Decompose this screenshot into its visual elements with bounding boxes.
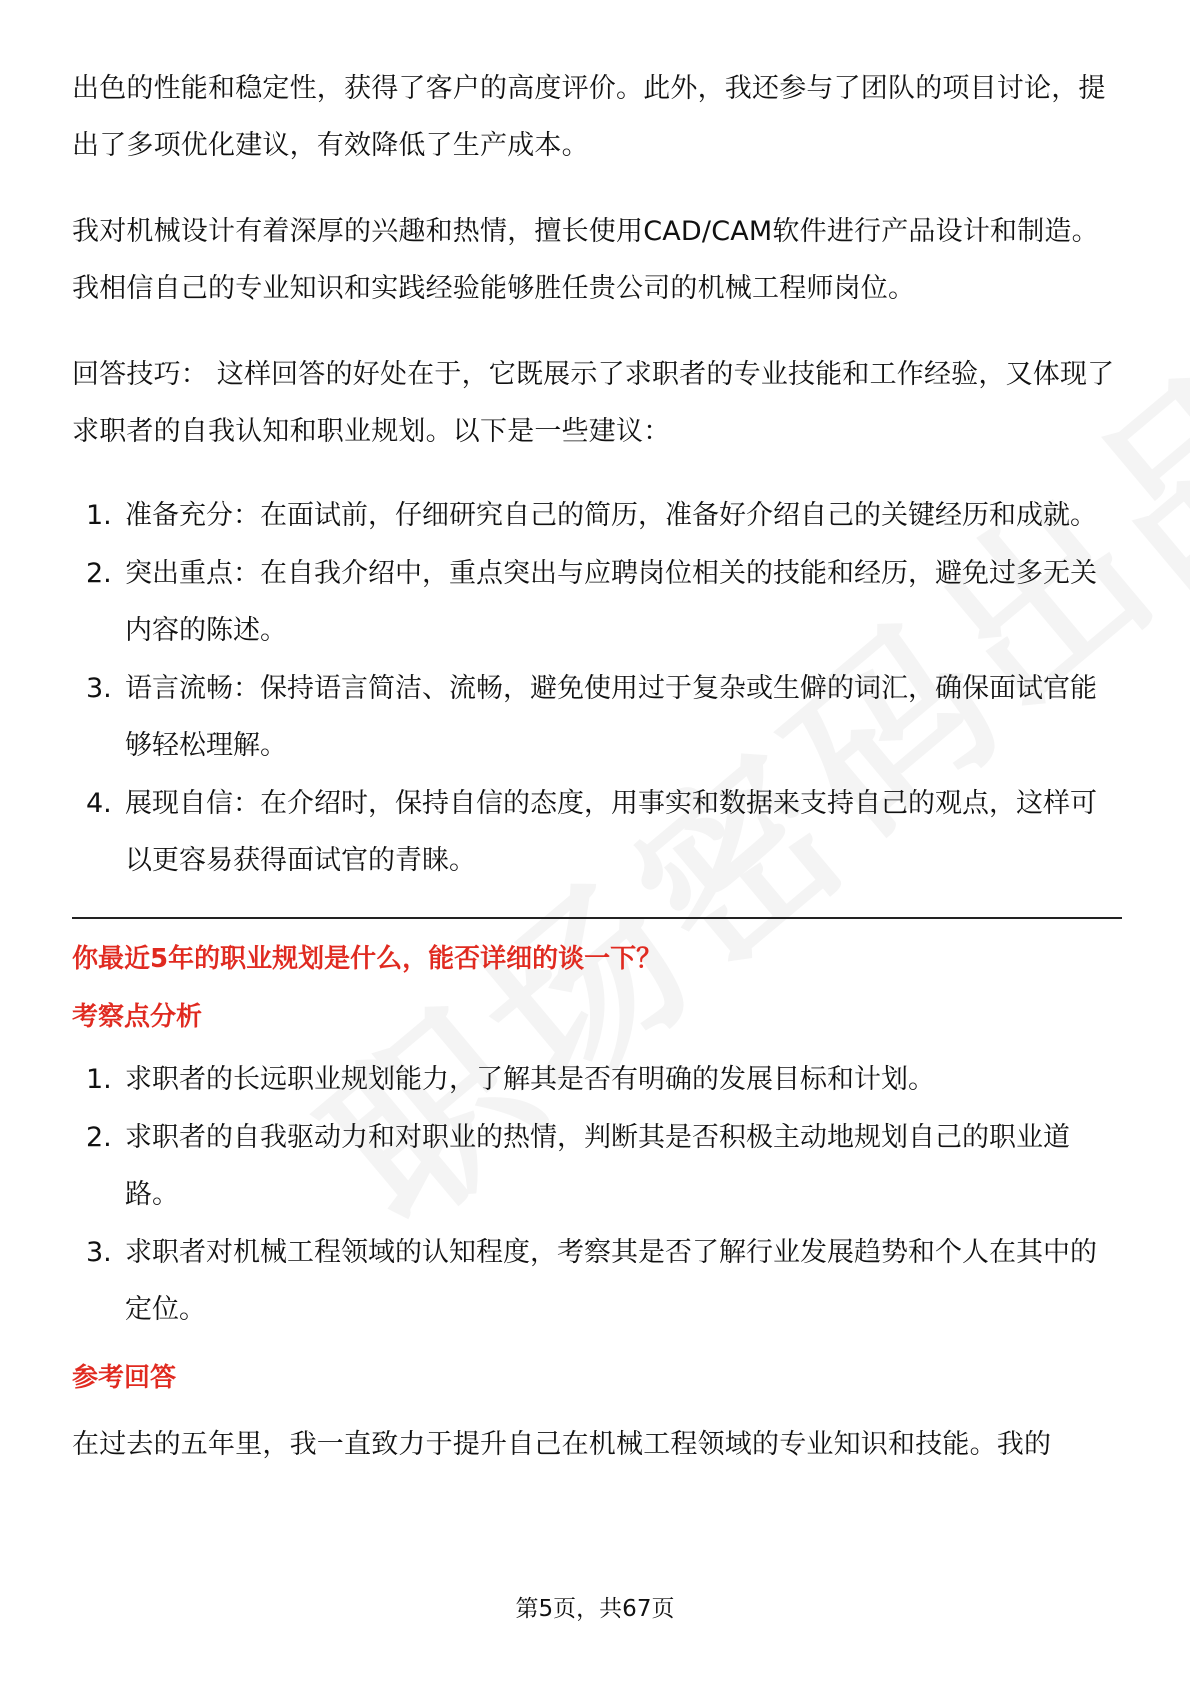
- list-item-number: 4.: [86, 788, 112, 819]
- page-number-footer: 第5页，共67页: [515, 1596, 675, 1622]
- list-item-number: 1.: [86, 500, 112, 531]
- intro-paragraph-2: 我对机械设计有着深厚的兴趣和热情，擅长使用CAD/CAM软件进行产品设计和制造。我相信自己的专业知识和实践经验能够胜任贵公司的机械工程师岗位。: [72, 216, 1099, 304]
- list-item-number: 3.: [86, 673, 112, 704]
- list-item: [72, 545, 1122, 659]
- list-item-number: 1.: [86, 1064, 112, 1095]
- tips-list: [72, 487, 1122, 889]
- list-item: [72, 1051, 1122, 1108]
- list-item-number: 2.: [86, 1122, 112, 1153]
- intro-paragraph-1: 出色的性能和稳定性，获得了客户的高度评价。此外，我还参与了团队的项目讨论，提出了多项优化建议，有效降低了生产成本。: [72, 73, 1106, 161]
- list-item: [72, 775, 1122, 889]
- section-divider: [72, 917, 1122, 919]
- list-item: [72, 1224, 1122, 1338]
- page-content: [72, 60, 1122, 1502]
- list-item-text: 准备充分：在面试前，仔细研究自己的简历，准备好介绍自己的关键经历和成就。: [125, 500, 1097, 531]
- analysis-heading: 考察点分析: [72, 1002, 203, 1032]
- list-item-text: 求职者对机械工程领域的认知程度，考察其是否了解行业发展趋势和个人在其中的定位。: [125, 1237, 1097, 1325]
- list-item-text: 展现自信：在介绍时，保持自信的态度，用事实和数据来支持自己的观点，这样可以更容易获得面试官的青睐。: [125, 788, 1097, 876]
- list-item-text: 求职者的长远职业规划能力，了解其是否有明确的发展目标和计划。: [125, 1064, 935, 1095]
- list-item-number: 3.: [86, 1237, 112, 1268]
- analysis-list: [72, 1051, 1122, 1338]
- list-item: [72, 660, 1122, 774]
- answer-tips-paragraph: 回答技巧： 这样回答的好处在于，它既展示了求职者的专业技能和工作经验，又体现了求职者的自我认知和职业规划。以下是一些建议：: [72, 359, 1115, 447]
- reference-answer-heading: 参考回答: [72, 1363, 177, 1393]
- reference-answer-paragraph: 在过去的五年里，我一直致力于提升自己在机械工程领域的专业知识和技能。我的: [72, 1429, 1052, 1460]
- list-item-text: 语言流畅：保持语言简洁、流畅，避免使用过于复杂或生僻的词汇，确保面试官能够轻松理解。: [125, 673, 1097, 761]
- list-item: [72, 1109, 1122, 1223]
- list-item-text: 求职者的自我驱动力和对职业的热情，判断其是否积极主动地规划自己的职业道路。: [125, 1122, 1070, 1210]
- list-item-text: 突出重点：在自我介绍中，重点突出与应聘岗位相关的技能和经历，避免过多无关内容的陈述。: [125, 558, 1097, 646]
- list-item-number: 2.: [86, 558, 112, 589]
- question-heading: 你最近5年的职业规划是什么，能否详细的谈一下？: [72, 944, 663, 974]
- list-item: [72, 487, 1122, 544]
